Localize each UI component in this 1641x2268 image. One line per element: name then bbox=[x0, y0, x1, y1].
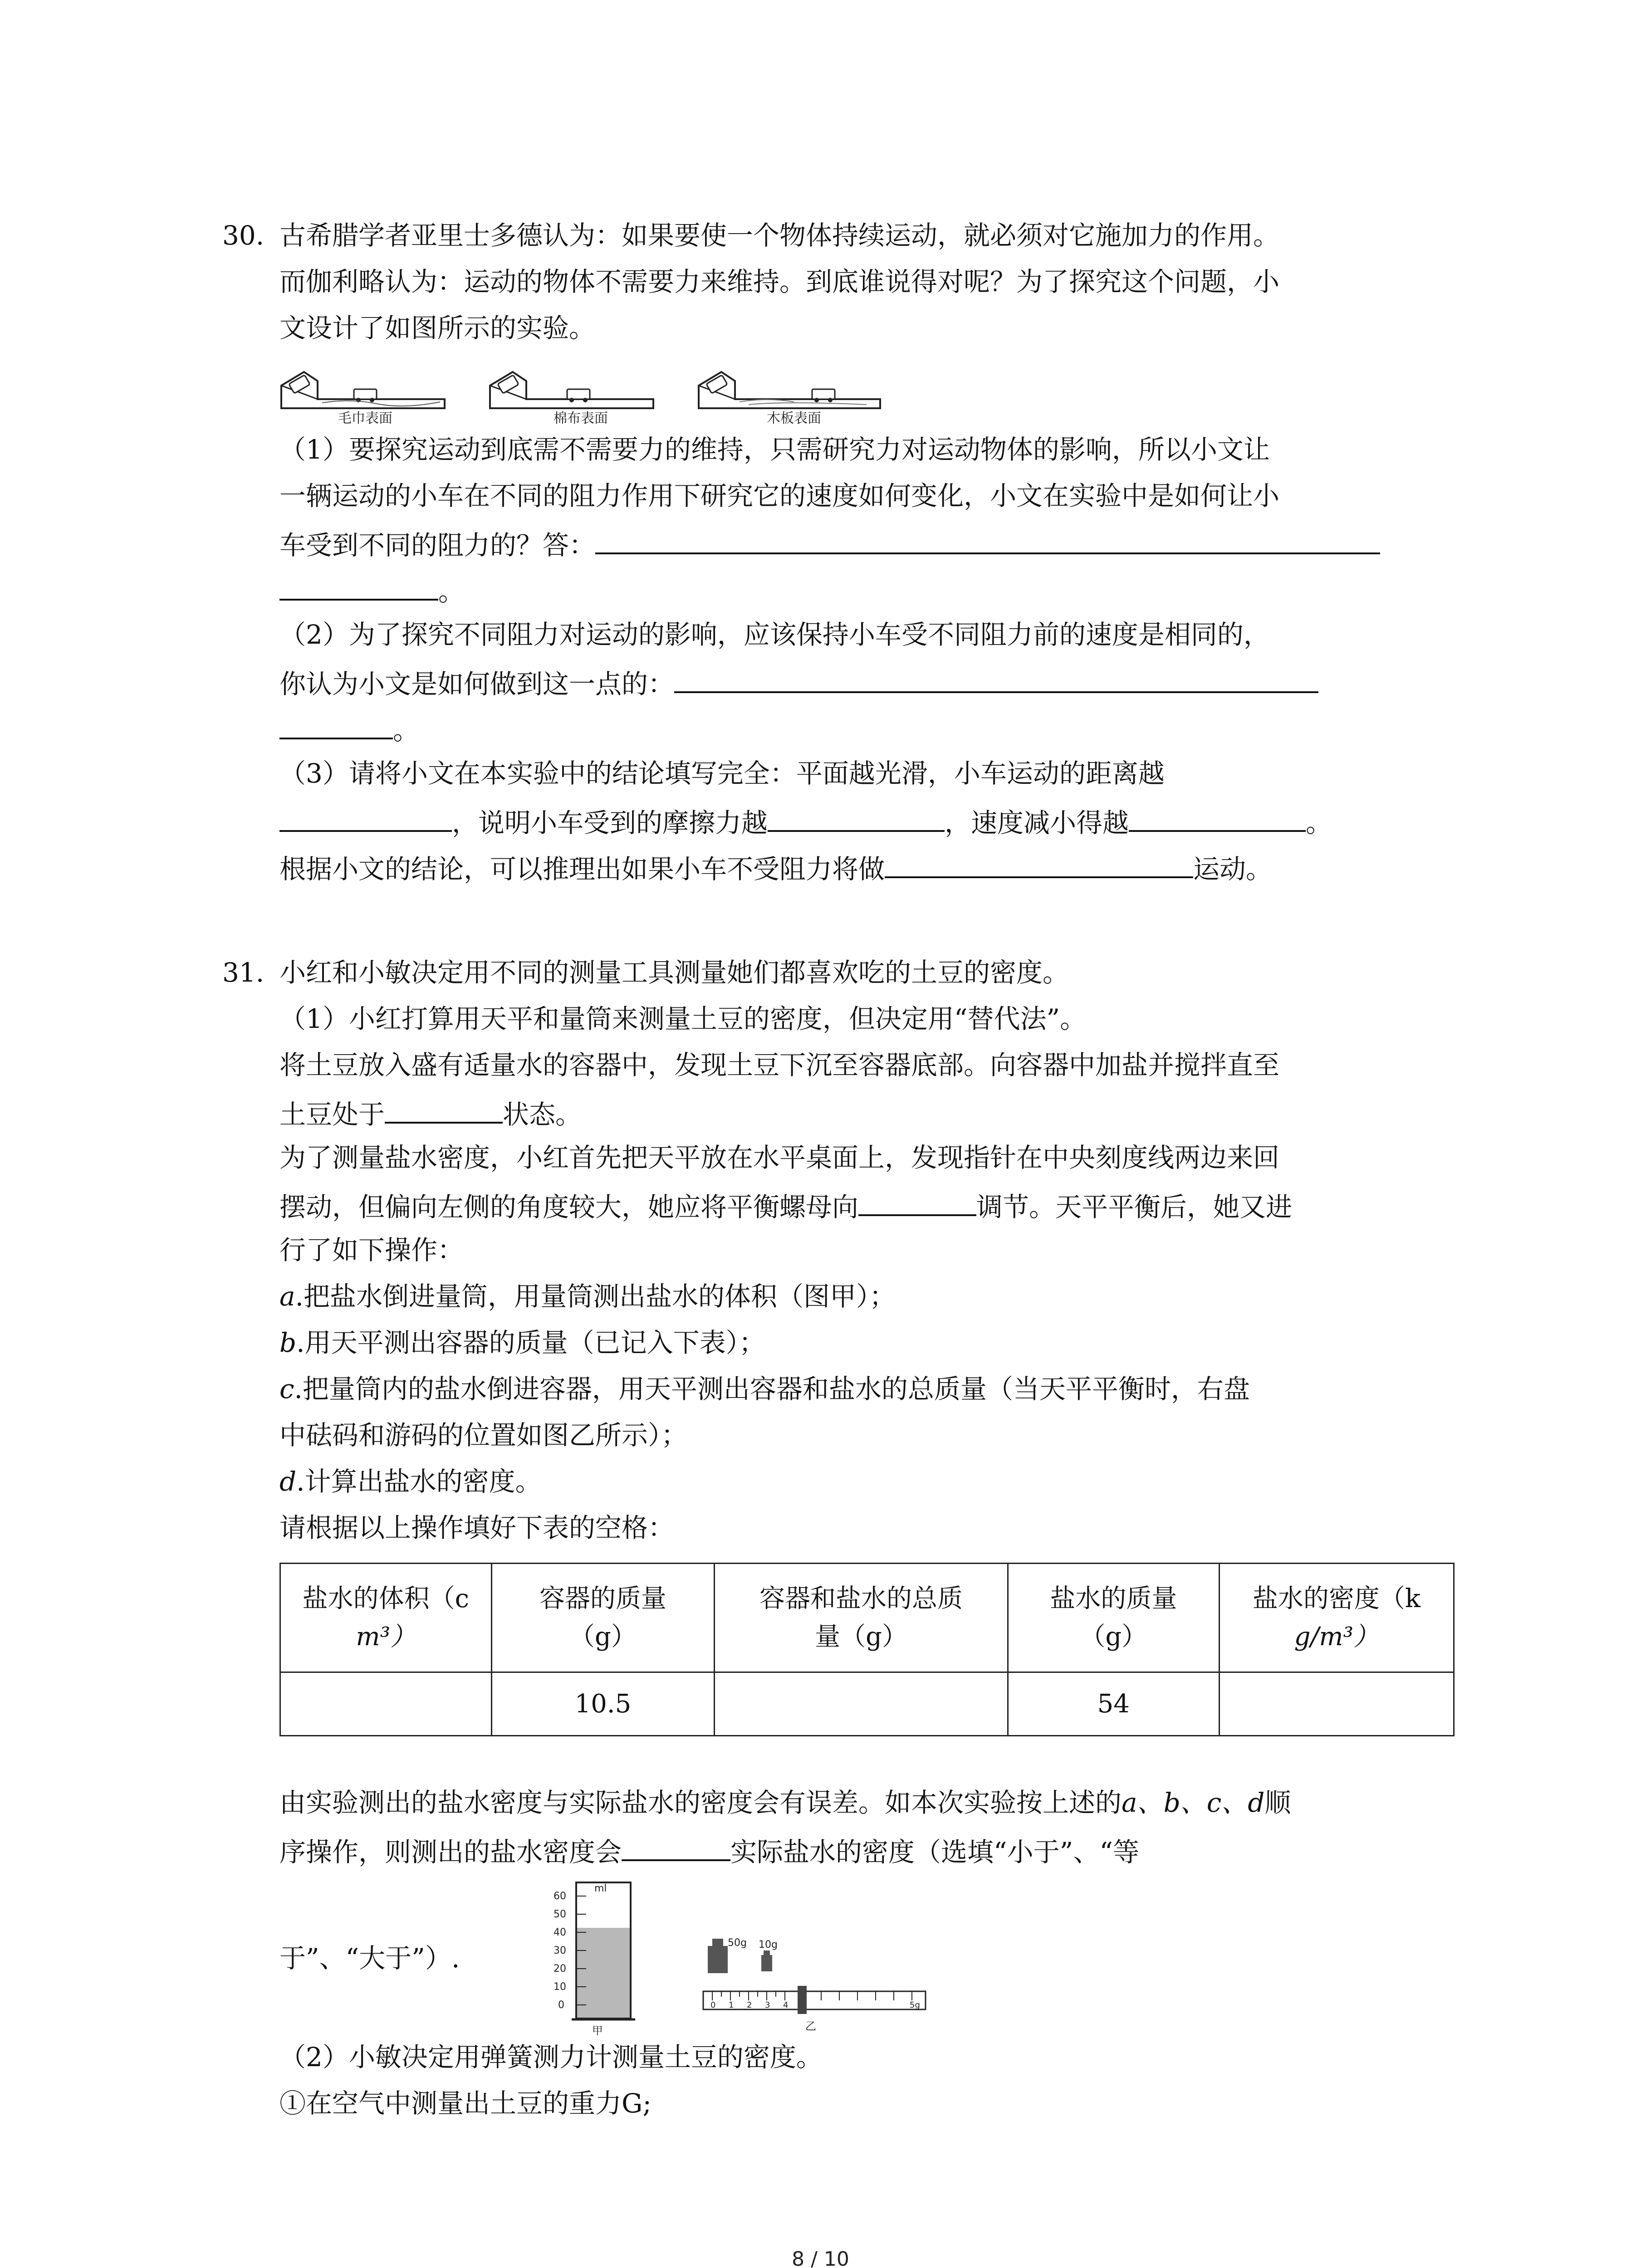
q30-intro-line-2: 而伽利略认为：运动的物体不需要力来维持。到底谁说得对呢？为了探究这个问题，小 bbox=[279, 266, 1280, 297]
header-total-mass bbox=[715, 1564, 1008, 1672]
header-text: g/m³） bbox=[1294, 1622, 1379, 1652]
cylinder-tick-label: 10 bbox=[554, 1981, 566, 1993]
header-container-mass bbox=[491, 1564, 715, 1672]
ramp-wood bbox=[699, 372, 880, 408]
cylinder-caption: 甲 bbox=[592, 2024, 603, 2037]
answer-blank-direction[interactable] bbox=[858, 1191, 976, 1216]
q30-part2-line-3 bbox=[279, 714, 420, 746]
answer-blank-speed[interactable] bbox=[1129, 807, 1306, 832]
q31-text: 序操作，则测出的盐水密度会 bbox=[279, 1837, 622, 1867]
step-c bbox=[279, 1376, 1250, 1402]
step-a bbox=[279, 1283, 896, 1310]
cell-container-mass: 10.5 bbox=[491, 1672, 715, 1736]
rider-scale-bar bbox=[703, 1991, 926, 2009]
header-text: 盐水的体积（c bbox=[302, 1584, 470, 1613]
step-text: .把量筒内的盐水倒进容器，用天平测出容器和盐水的总质量（当天平平衡时，右盘 bbox=[294, 1374, 1250, 1404]
period: 。 bbox=[1306, 807, 1332, 838]
cylinder-tick-label: 30 bbox=[554, 1945, 566, 1956]
ramp-experiment-figure bbox=[277, 354, 903, 426]
q30-part1-answer-label: 车受到不同的阻力的？答： bbox=[279, 530, 596, 561]
header-text: 盐水的质量 bbox=[1050, 1584, 1177, 1613]
q31-part1-title: （1）小红打算用天平和量筒来测量土豆的密度，但决定用“替代法”。 bbox=[279, 1003, 1087, 1034]
step-c-cont: 中砝码和游码的位置如图乙所示）； bbox=[279, 1420, 688, 1451]
answer-blank-state[interactable] bbox=[385, 1098, 503, 1124]
q30-part1-line-3 bbox=[279, 529, 1380, 561]
balance-caption: 乙 bbox=[805, 2020, 816, 2033]
header-density bbox=[1219, 1564, 1454, 1672]
q30-part3-text-d: 运动。 bbox=[1193, 854, 1273, 885]
header-text: （g） bbox=[1080, 1622, 1147, 1652]
q31-part1-line-5: 行了如下操作： bbox=[279, 1235, 464, 1266]
answer-blank-motion[interactable] bbox=[885, 853, 1193, 878]
error-line-3: 于”、“大于”）. bbox=[279, 1943, 460, 1974]
step-text: .用天平测出容器的质量（已记入下表）； bbox=[296, 1327, 765, 1358]
error-line-2 bbox=[279, 1836, 1139, 1865]
ramp-cotton bbox=[490, 372, 653, 408]
liquid bbox=[577, 1928, 630, 2018]
header-text: （g） bbox=[569, 1622, 637, 1652]
q31-part2-title: （2）小敏决定用弹簧测力计测量土豆的密度。 bbox=[279, 2042, 823, 2072]
answer-blank-2b[interactable] bbox=[279, 714, 393, 739]
header-salt-water-mass bbox=[1008, 1564, 1219, 1672]
cylinder-tick-label: 60 bbox=[554, 1891, 566, 1902]
weight-50g bbox=[708, 1939, 728, 1973]
q30-part1-line-4 bbox=[279, 575, 465, 605]
cell-volume[interactable] bbox=[280, 1672, 492, 1736]
cylinder-tick-label: 20 bbox=[554, 1963, 566, 1975]
graduated-cylinder-figure bbox=[544, 1873, 653, 2037]
q30-number: 30. bbox=[222, 220, 265, 251]
ramp-towel bbox=[281, 372, 445, 408]
q30-part2-line-2 bbox=[279, 668, 1318, 697]
ramp-label-towel: 毛巾表面 bbox=[338, 411, 392, 426]
table-header-row bbox=[280, 1564, 1454, 1672]
q31-part1-line-1: 将土豆放入盛有适量水的容器中，发现土豆下沉至容器底部。向容器中加盐并搅拌直至 bbox=[279, 1050, 1280, 1080]
step-letter: c bbox=[279, 1374, 294, 1404]
header-volume bbox=[280, 1564, 492, 1672]
table-data-row bbox=[280, 1672, 1454, 1736]
q30-part3-line-3 bbox=[279, 853, 1273, 885]
cell-salt-water-mass: 54 bbox=[1008, 1672, 1219, 1736]
step-letter: a bbox=[279, 1281, 295, 1312]
scale-label: 2 bbox=[747, 2000, 752, 2010]
q30-part2-line-1: （2）为了探究不同阻力对运动的影响，应该保持小车受不同阻力前的速度是相同的， bbox=[279, 619, 1270, 650]
q30-part1-line-2: 一辆运动的小车在不同的阻力作用下研究它的速度如何变化，小文在实验中是如何让小 bbox=[279, 480, 1280, 511]
cylinder-unit: ml bbox=[594, 1883, 607, 1894]
q31-text: 调节。天平平衡后，她又进 bbox=[976, 1192, 1293, 1222]
scale-label: 3 bbox=[765, 2000, 770, 2010]
step-letters: a、b、c、d bbox=[1122, 1787, 1265, 1818]
weight-10g-label: 10g bbox=[759, 1939, 778, 1950]
weight-10g bbox=[761, 1950, 772, 1971]
q31-part2-step1: ①在空气中测量出土豆的重力G; bbox=[279, 2088, 652, 2119]
q31-text: 实际盐水的密度（选填“小于”、“等 bbox=[730, 1837, 1139, 1867]
q31-number: 31. bbox=[222, 957, 265, 988]
step-text: .计算出盐水的密度。 bbox=[296, 1466, 542, 1497]
header-text: m³） bbox=[356, 1622, 416, 1652]
ramp-label-wood: 木板表面 bbox=[767, 411, 821, 426]
q30-part3-text-a: ，说明小车受到的摩擦力越 bbox=[452, 807, 768, 838]
q31-part1-line-3: 为了测量盐水密度，小红首先把天平放在水平桌面上，发现指针在中央刻度线两边来回 bbox=[279, 1142, 1280, 1173]
q31-part1-line-4 bbox=[279, 1191, 1292, 1220]
balance-scale-figure bbox=[699, 1928, 935, 2041]
period: 。 bbox=[393, 715, 420, 746]
q31-text: 顺 bbox=[1264, 1787, 1291, 1818]
scale-label: 1 bbox=[729, 2000, 734, 2010]
q30-part2-answer-label: 你认为小文是如何做到这一点的： bbox=[279, 669, 675, 699]
rider bbox=[798, 1986, 807, 2014]
cell-density[interactable] bbox=[1219, 1672, 1454, 1736]
q31-intro: 小红和小敏决定用不同的测量工具测量她们都喜欢吃的土豆的密度。 bbox=[279, 957, 1069, 988]
q30-part3-text-c: 根据小文的结论，可以推理出如果小车不受阻力将做 bbox=[279, 854, 885, 885]
answer-blank-1b[interactable] bbox=[279, 575, 438, 601]
cylinder-tick-label: 40 bbox=[554, 1927, 566, 1938]
q30-part3-text-b: ，速度减小得越 bbox=[945, 807, 1129, 838]
q31-text: 由实验测出的盐水密度与实际盐水的密度会有误差。如本次实验按上述的 bbox=[279, 1787, 1122, 1818]
step-letter: d bbox=[279, 1466, 297, 1497]
step-text: .把盐水倒进量筒，用量筒测出盐水的体积（图甲）； bbox=[295, 1281, 896, 1312]
header-text: 盐水的密度（k bbox=[1252, 1584, 1421, 1613]
step-b bbox=[279, 1327, 765, 1358]
q30-part1-line-1: （1）要探究运动到底需不需要力的维持，只需研究力对运动物体的影响，所以小文让 bbox=[279, 434, 1270, 465]
q31-text: 状态。 bbox=[503, 1099, 582, 1130]
q30-part3-line-1: （3）请将小文在本实验中的结论填写完全：平面越光滑，小车运动的距离越 bbox=[279, 758, 1165, 789]
q31-text: 摆动，但偏向左侧的角度较大，她应将平衡螺母向 bbox=[279, 1192, 859, 1222]
cylinder-tick-label: 50 bbox=[554, 1909, 566, 1920]
step-d bbox=[279, 1468, 542, 1495]
scale-label: 5g bbox=[910, 2000, 920, 2010]
cylinder-tick-label: 0 bbox=[558, 1999, 564, 2011]
header-text: 容器和盐水的总质 bbox=[759, 1584, 963, 1613]
cell-total-mass[interactable] bbox=[715, 1672, 1008, 1736]
q30-part3-line-2 bbox=[279, 807, 1332, 836]
q31-part1-line-2 bbox=[279, 1098, 582, 1128]
scale-label: 4 bbox=[783, 2000, 789, 2010]
salt-water-table bbox=[279, 1563, 1455, 1736]
header-text: 容器的质量 bbox=[539, 1584, 666, 1613]
answer-blank-friction[interactable] bbox=[768, 807, 945, 832]
scale-label: 0 bbox=[710, 2000, 716, 2010]
answer-blank-1a[interactable] bbox=[595, 529, 1380, 554]
ramp-label-cotton: 棉布表面 bbox=[554, 411, 608, 426]
period: 。 bbox=[438, 576, 465, 607]
answer-blank-compare[interactable] bbox=[622, 1836, 730, 1861]
q31-text: 土豆处于 bbox=[279, 1099, 385, 1130]
q30-intro-line-1: 古希腊学者亚里士多德认为：如果要使一个物体持续运动，就必须对它施加力的作用。 bbox=[279, 220, 1280, 251]
q30-intro-line-3: 文设计了如图所示的实验。 bbox=[279, 313, 596, 343]
page-number: 8 / 10 bbox=[792, 2248, 849, 2268]
header-text: 量（g） bbox=[815, 1622, 907, 1652]
table-prompt: 请根据以上操作填好下表的空格： bbox=[279, 1512, 675, 1543]
step-letter: b bbox=[279, 1327, 297, 1358]
answer-blank-2a[interactable] bbox=[674, 668, 1318, 693]
answer-blank-distance[interactable] bbox=[279, 807, 452, 832]
weight-50g-label: 50g bbox=[728, 1937, 747, 1949]
error-line-1 bbox=[279, 1789, 1291, 1816]
